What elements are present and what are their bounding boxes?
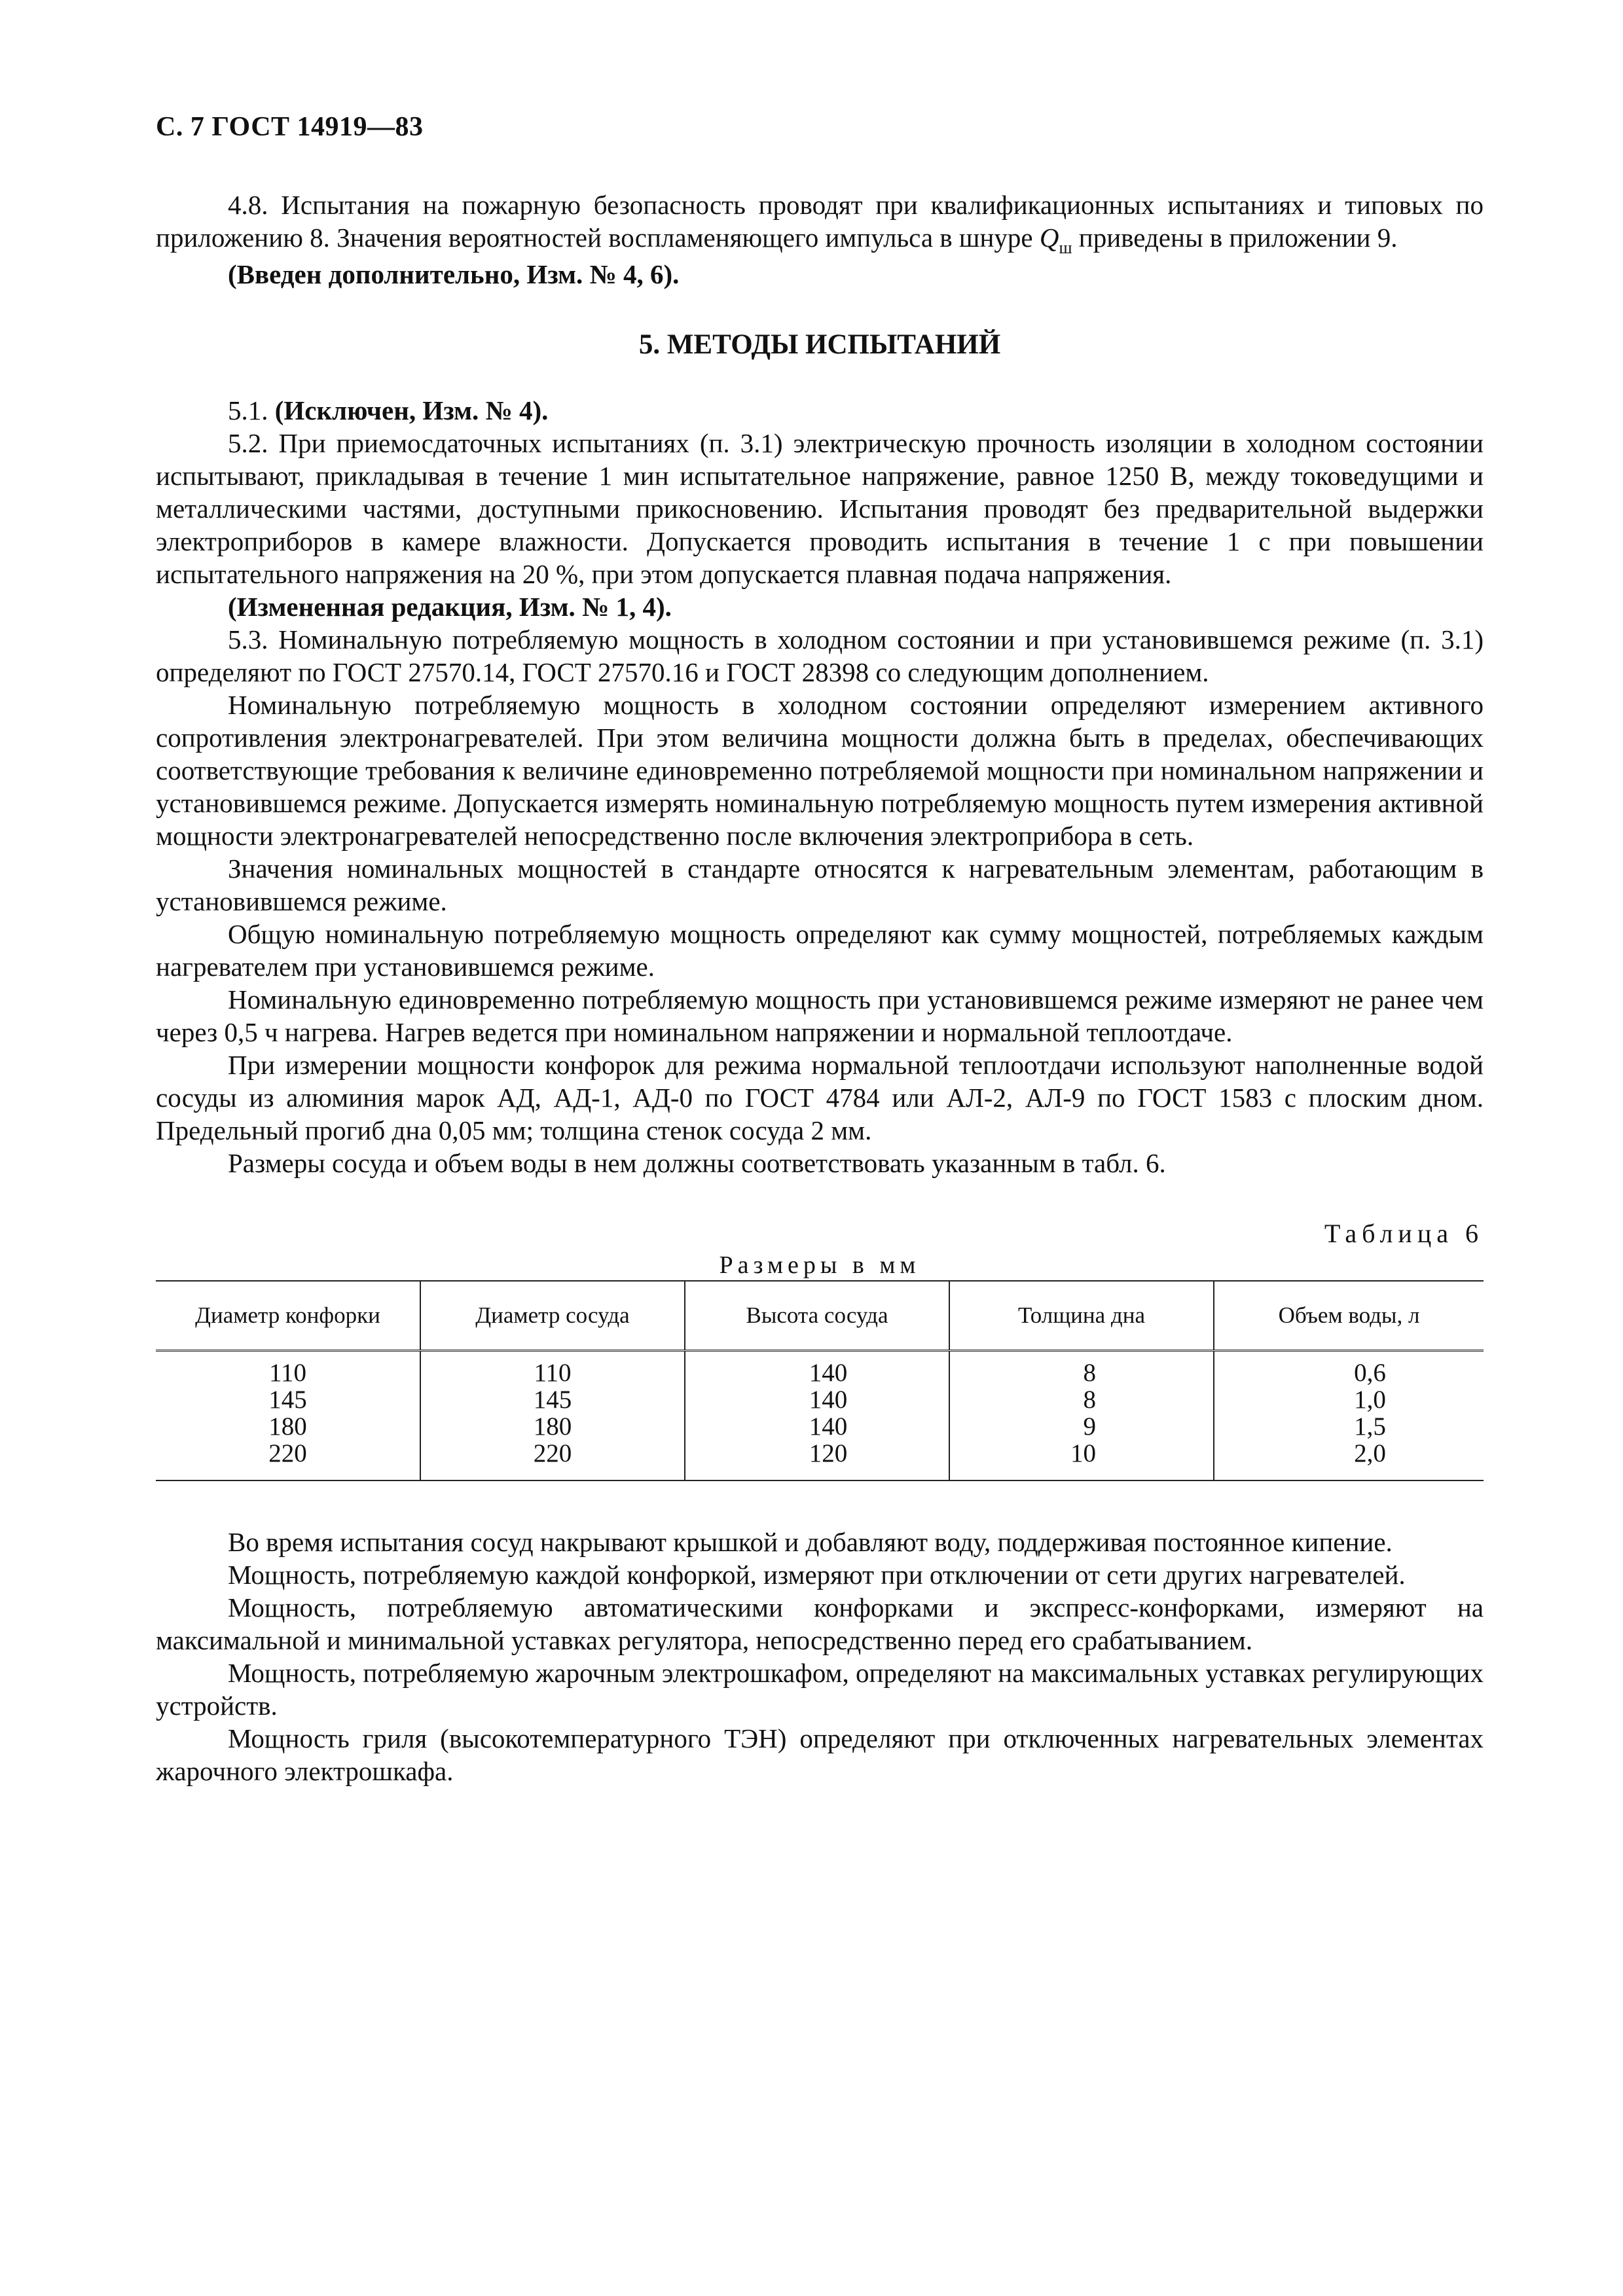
- table-column-vessel-height: [685, 1351, 949, 1481]
- table-cell: 8: [1083, 1386, 1096, 1414]
- table-cell: 140: [809, 1359, 848, 1387]
- paragraph-4-8-text: 4.8. Испытания на пожарную безопасность проводят при квалификационных испытаниях и типовых по приложению 8. Значения вероятностей воспламеняющего импульса в шнуре: [156, 190, 1484, 253]
- table-cell: 2,0: [1354, 1439, 1386, 1467]
- table-cell: 8: [1083, 1359, 1096, 1387]
- q-symbol: Q: [1039, 223, 1059, 253]
- table-cell: 220: [268, 1439, 307, 1467]
- table-number: Таблица 6: [1324, 1219, 1484, 1248]
- paragraph-measurement: При измерении мощности конфорок для режима нормальной теплоотдачи используют наполненные водой сосуды из алюминия марок АД, АД-1, АД-0 по ГОСТ 4784 или АЛ-2, АЛ-9 по ГОСТ 1583 с плоским дном. Предельный прогиб дна 0,05 мм; толщина стенок сосуда 2 мм.: [156, 1050, 1484, 1145]
- paragraph-boiling: Во время испытания сосуд накрывают крышкой и добавляют воду, поддерживая постоянное кипение.: [228, 1527, 1393, 1557]
- paragraph-5-1: [156, 394, 1484, 427]
- section-title: 5. МЕТОДЫ ИСПЫТАНИЙ: [638, 329, 1001, 360]
- table-cell: 180: [533, 1412, 572, 1441]
- paragraph-grill: Мощность гриля (высокотемпературного ТЭН) определяют при отключенных нагревательных элементах жарочного электрошкафа.: [156, 1723, 1484, 1786]
- paragraph-4-8-tail: приведены в приложении 9.: [1072, 223, 1398, 253]
- paragraph-5-1-number: 5.1.: [228, 395, 275, 425]
- paragraph-power-values: Значения номинальных мощностей в стандарте относятся к нагревательным элементам, работающим в установившемся режиме.: [156, 853, 1484, 916]
- table-cell: 180: [268, 1412, 307, 1441]
- table-cell: 120: [809, 1439, 848, 1467]
- paragraph-5-1-note: (Исключен, Изм. № 4).: [274, 395, 549, 425]
- table-column-bottom-thickness: [949, 1351, 1214, 1481]
- table-units: Размеры в мм: [719, 1251, 921, 1279]
- paragraph-5-3: 5.3. Номинальную потребляемую мощность в холодном состоянии и при установившемся режиме (п. 3.1) определяют по ГОСТ 27570.14, ГОСТ 27570.16 и ГОСТ 28398 со следующим дополнением.: [156, 624, 1484, 687]
- page-header: С. 7 ГОСТ 14919—83: [156, 112, 424, 142]
- table-cell: 0,6: [1354, 1359, 1386, 1387]
- paragraph-simultaneous-power: Номинальную единовременно потребляемую мощность при установившемся режиме измеряют не ранее чем через 0,5 ч нагрева. Нагрев ведется при номинальном напряжении и нормальной теплоотдаче.: [156, 984, 1484, 1047]
- table-cell: 145: [533, 1386, 572, 1414]
- table-cell: 10: [1070, 1439, 1096, 1467]
- table-cell: 145: [268, 1386, 307, 1414]
- table-cell: 1,5: [1354, 1412, 1386, 1441]
- table-header-cell: Толщина дна: [949, 1281, 1214, 1351]
- table-header-row: [156, 1281, 1484, 1351]
- amendment-note-5-2: (Измененная редакция, Изм. № 1, 4).: [228, 592, 672, 622]
- table-cell: 9: [1083, 1412, 1096, 1441]
- table-header-cell: Диаметр конфорки: [156, 1281, 420, 1351]
- amendment-note-4-8: (Введен дополнительно, Изм. № 4, 6).: [228, 259, 680, 289]
- table-column-burner-diameter: [156, 1351, 420, 1481]
- table-cell: 110: [268, 1359, 307, 1387]
- paragraph-auto-burners: Мощность, потребляемую автоматическими конфорками и экспресс-конфорками, измеряют на максимальной и минимальной уставках регулятора, непосредственно перед его срабатыванием.: [156, 1592, 1484, 1655]
- document-body: [156, 188, 1484, 1787]
- paragraph-4-8: [156, 188, 1484, 258]
- table-header-cell: Диаметр сосуда: [420, 1281, 685, 1351]
- table-body-row: [156, 1351, 1484, 1481]
- paragraph-oven: Мощность, потребляемую жарочным электрошкафом, определяют на максимальных уставках регулирующих устройств.: [156, 1658, 1484, 1721]
- table-cell: 140: [809, 1412, 848, 1441]
- paragraph-5-2: 5.2. При приемосдаточных испытаниях (п. 3.1) электрическую прочность изоляции в холодном состоянии испытывают, прикладывая в течение 1 мин испытательное напряжение, равное 1250 В, между токоведущими и металлическими частями, доступными прикосновению. Испытания проводят без предварительной выдержки электроприборов в камере влажности. Допускается проводить испытания в течение 1 с при повышении испытательного напряжения на 20 %, при этом допускается плавная подача напряжения.: [156, 428, 1484, 589]
- table-column-water-volume: [1214, 1351, 1484, 1481]
- table-header-cell: Объем воды, л: [1214, 1281, 1484, 1351]
- table-caption: [156, 1217, 1484, 1280]
- table-cell: 110: [534, 1359, 572, 1387]
- table-column-vessel-diameter: [420, 1351, 685, 1481]
- paragraph-total-power: Общую номинальную потребляемую мощность определяют как сумму мощностей, потребляемых каждым нагревателем при установившемся режиме.: [156, 919, 1484, 982]
- vessel-size-table: [156, 1280, 1484, 1481]
- paragraph-cold-power: Номинальную потребляемую мощность в холодном состоянии определяют измерением активного сопротивления электронагревателей. При этом величина мощности должна быть в пределах, обеспечивающих соответствующие требования к величине единовременно потребляемой мощности при номинальном напряжении и установившемся режиме. Допускается измерять номинальную потребляемую мощность путем измерения активной мощности электронагревателей непосредственно после включения электроприбора в сеть.: [156, 690, 1484, 851]
- table-cell: 220: [533, 1439, 572, 1467]
- table-cell: 140: [809, 1386, 848, 1414]
- table-cell: 1,0: [1354, 1386, 1386, 1414]
- paragraph-vessel-sizes: Размеры сосуда и объем воды в нем должны соответствовать указанным в табл. 6.: [228, 1148, 1166, 1178]
- paragraph-each-burner: Мощность, потребляемую каждой конфоркой, измеряют при отключении от сети других нагревателей.: [228, 1560, 1406, 1590]
- table-header-cell: Высота сосуда: [685, 1281, 949, 1351]
- q-subscript: ш: [1059, 238, 1072, 257]
